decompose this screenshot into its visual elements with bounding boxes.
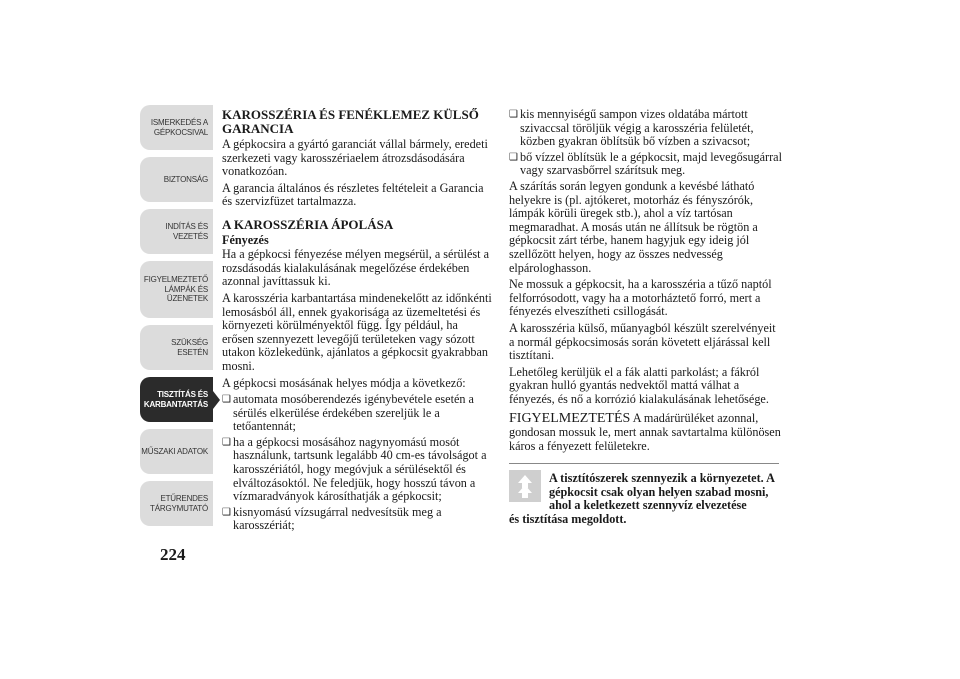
subheading-fenyezes: Fényezés xyxy=(222,232,269,247)
environment-notice xyxy=(509,463,784,526)
left-column xyxy=(222,108,492,535)
paragraph: A garancia általános és részletes feltételeit a Garancia és szervizfüzet tartalmazza. xyxy=(222,180,484,209)
tab-tisztitas[interactable]: TISZTÍTÁS ÉS KARBANTARTÁS xyxy=(140,377,213,422)
notice-text: A tisztítószerek szennyezik a környezetet. A gépkocsit csak olyan helyen szabad mosni, ahol a keletkezett szennyvíz elvezetése xyxy=(549,471,775,513)
tab-ismerkedes[interactable]: ISMERKEDÉS A GÉPKOCSIVAL xyxy=(140,105,213,150)
paragraph: Lehetőleg kerüljük el a fák alatti parkolást; a fákról gyakran hulló gyantás nedvektől mattá válhat a fényezés, és nő a korrózió kialakulásának lehetősége. xyxy=(509,364,769,406)
paragraph: Ne mossuk a gépkocsit, ha a karosszéria a tűző naptól felforrósodott, vagy ha a motorháztető forró, mert a fényezés elveszítheti csillogását. xyxy=(509,277,772,319)
tab-targymutato[interactable]: ETŰRENDES TÁRGYMUTATÓ xyxy=(140,481,213,526)
tab-figyelmezteto[interactable]: FIGYELMEZTETŐ LÁMPÁK ÉS ÜZENETEK xyxy=(140,261,213,318)
warning-paragraph xyxy=(509,412,784,453)
tab-inditas[interactable]: INDÍTÁS ÉS VEZETÉS xyxy=(140,209,213,254)
tab-biztonsag[interactable]: BIZTONSÁG xyxy=(140,157,213,202)
list-item: ❑ ha a gépkocsi mosásához nagynyomású mosót használunk, tartsunk legalább 40 cm-es távolságot a karosszériától, hogy megóvjuk a sérülésektől és elváltozásoktól. Ne feledjük, hogy hosszú távon a vízmaradványok károsíthatják a gépkocsit; xyxy=(222,436,492,504)
list-item: ❑ kisnyomású vízsugárral nedvesítsük meg a karosszériát; xyxy=(222,506,492,533)
heading-apolas: A KAROSSZÉRIA ÁPOLÁSA xyxy=(222,216,394,232)
paragraph: A gépkocsira a gyártó garanciát vállal bármely, eredeti szerkezeti vagy karosszériaelem átrozsdásodására vonatkozóan. xyxy=(222,137,488,179)
chapter-tabs xyxy=(140,105,213,533)
paragraph: A szárítás során legyen gondunk a kevésbé látható helyekre is (pl. ajtókeret, motorház és fényszórók, lámpák körüli üregek stb.), ahol a víz tartósan megmaradhat. A mosás után ne állítsuk be rögtön a gépkocsit zárt térbe, hanem hagyjuk egy ideig jól szellőzött helyen, hogy az összes nedvesség elpárologhasson. xyxy=(509,178,758,275)
warning-text: A madárürüléket azonnal, gondosan mossuk le, mert annak savtartalma különösen káros a fényezett felületekre. xyxy=(509,411,781,453)
divider xyxy=(509,463,779,464)
heading-garancia: KAROSSZÉRIA ÉS FENÉKLEMEZ KÜLSŐ GARANCIA xyxy=(222,107,479,136)
notice-text-tail: és tisztítása megoldott. xyxy=(509,511,627,526)
tab-szukseg[interactable]: SZÜKSÉG ESETÉN xyxy=(140,325,213,370)
list-item: ❑ automata mosóberendezés igénybevétele esetén a sérülés elkerülése érdekében szereljük le a tetőantennát; xyxy=(222,393,492,434)
washing-steps-list xyxy=(222,393,492,533)
paragraph: Ha a gépkocsi fényezése mélyen megsérül, a sérülést a rozsdásodás kialakulásának megelőzése érdekében azonnal javíttassuk ki. xyxy=(222,247,489,289)
page-number: 224 xyxy=(160,545,186,564)
paragraph: A karosszéria karbantartása mindenekelőtt az időnkénti lemosásból áll, ennek gyakorisága az üzemeltetési és környezeti körülményektől függ. Így például, ha erősen szennyezett levegőjű területeken vagy sózott utakon közlekedünk, ajánlatos a gépkocsit gyakrabban mosni. xyxy=(222,290,492,373)
tab-muszaki[interactable]: MŰSZAKI ADATOK xyxy=(140,429,213,474)
environment-notice-icon xyxy=(509,470,541,502)
paragraph: A gépkocsi mosásának helyes módja a következő: xyxy=(222,375,466,390)
recycle-arrows-icon xyxy=(509,470,541,502)
washing-steps-list-cont xyxy=(509,108,784,178)
right-column xyxy=(509,108,784,526)
list-item: ❑ kis mennyiségű sampon vizes oldatába mártott szivaccsal töröljük végig a karosszéria felületét, közben gyakran öblítsük bő vízben a szivacsot; xyxy=(509,108,784,149)
paragraph: A karosszéria külső, műanyagból készült szerelvényeit a normál gépkocsimosás során követett eljárással kell tisztítani. xyxy=(509,320,776,363)
warning-label: FIGYELMEZTETÉS xyxy=(509,411,631,427)
list-item: ❑ bő vízzel öblítsük le a gépkocsit, majd levegősugárral vagy szarvasbőrrel szárítsuk meg. xyxy=(509,151,784,178)
